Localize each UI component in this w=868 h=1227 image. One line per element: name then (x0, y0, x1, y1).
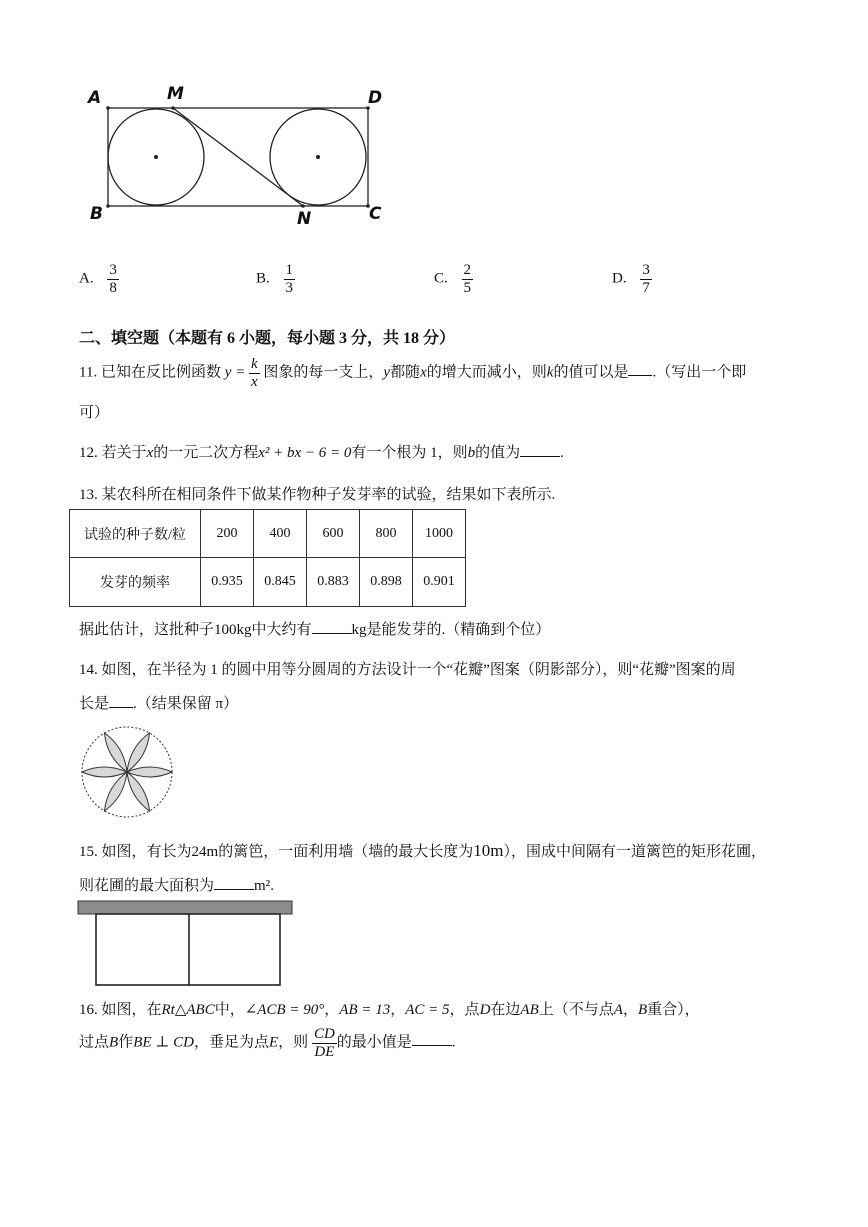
q13-after-unit: kg (351, 622, 367, 638)
germination-table (69, 509, 466, 607)
q16-mid3: 在边 (490, 1002, 521, 1018)
table-cell: 0.935 (201, 558, 254, 607)
q16-ac: AC = 5 (405, 1002, 450, 1018)
answer-blank[interactable] (214, 875, 254, 890)
table-cell: 0.901 (413, 558, 466, 607)
question-16 (79, 998, 700, 1019)
q14-line2-suffix: .（结果保留 π） (133, 696, 239, 712)
q16-e: E (269, 1034, 279, 1051)
q16-d: D (479, 1002, 491, 1018)
q15-wall-length: 10m (473, 841, 504, 860)
table-row-label: 试验的种子数/粒 (70, 510, 201, 558)
garden-figure (77, 899, 297, 989)
q11-func-denominator: x (250, 373, 258, 390)
option-letter: D. (612, 270, 627, 287)
section-heading: 二、填空题（本题有 6 小题，每小题 3 分，共 18 分） (79, 330, 456, 347)
q16-tail: . (451, 1034, 456, 1051)
q16-perp: BE ⊥ CD (133, 1034, 194, 1051)
q13-after-suffix: 是能发芽的.（精确到个位） (366, 622, 551, 638)
q13-after-amount: 100kg (214, 622, 252, 638)
option-b[interactable] (256, 262, 295, 296)
q16-triangle: Rt△ABC (161, 1002, 215, 1018)
q13-after-prefix: 据此估计，这批种子 (79, 622, 215, 638)
table-cell: 0.898 (360, 558, 413, 607)
rectangle-circles-figure (85, 82, 395, 232)
option-c[interactable] (434, 262, 473, 296)
q16-sep1: ， (324, 1002, 340, 1018)
q16-line2-mid: 作 (118, 1034, 134, 1051)
q15-suffix: ），围成中间隔有一道篱笆的矩形花圃， (503, 844, 766, 860)
q15-prefix: 15. 如图，有长为 (79, 844, 192, 860)
question-15-line2 (79, 874, 274, 895)
q15-mid: 的篱笆，一面利用墙（墙的最大长度为 (218, 844, 474, 860)
option-letter: C. (434, 270, 448, 287)
q11-k-var: k (546, 364, 554, 381)
option-d[interactable] (612, 262, 652, 296)
question-11 (79, 356, 746, 390)
q14-line2-prefix: 长是 (79, 696, 110, 712)
question-14-line2 (79, 692, 238, 713)
q16-frac-numerator: CD (313, 1026, 335, 1042)
label-B: B (90, 204, 103, 224)
q12-b-var: b (467, 445, 476, 461)
option-denominator: 3 (285, 279, 294, 296)
option-denominator: 7 (642, 279, 650, 296)
option-letter: B. (256, 270, 270, 287)
option-a[interactable] (79, 262, 119, 296)
q15-length: 24m (191, 844, 219, 860)
label-A: A (88, 88, 102, 108)
table-cell: 1000 (413, 510, 466, 558)
q16-ab2: AB (520, 1002, 539, 1018)
option-numerator: 3 (109, 262, 117, 278)
q16-angle: ∠ACB = 90° (244, 1002, 325, 1018)
q12-x-var: x (146, 445, 154, 461)
question-11-line2: 可） (79, 405, 110, 421)
answer-blank[interactable] (520, 442, 560, 457)
answer-blank[interactable] (412, 1031, 452, 1046)
label-C: C (369, 204, 382, 224)
q16-suffix: 重合）， (647, 1002, 700, 1018)
q11-suffix: 的值可以是 (553, 364, 629, 381)
q13-after-mid: 中大约有 (251, 622, 312, 638)
q16-b: B (637, 1002, 648, 1018)
answer-blank[interactable] (109, 693, 133, 708)
option-numerator: 2 (463, 262, 472, 278)
q11-y-var: y (383, 364, 391, 381)
q12-mid: 的一元二次方程 (153, 445, 259, 461)
q16-mid2: ，点 (449, 1002, 480, 1018)
q16-a: A (613, 1002, 623, 1018)
petal-figure (77, 726, 179, 820)
q16-line2-mid2: ，垂足为点 (193, 1034, 269, 1051)
question-12 (79, 441, 564, 462)
q15-line2-suffix: . (270, 878, 274, 894)
table-cell: 800 (360, 510, 413, 558)
q15-line2-prefix: 则花圃的最大面积为 (79, 878, 215, 894)
q16-line2-suffix: 的最小值是 (336, 1034, 412, 1051)
q16-line2-prefix: 过点 (79, 1034, 110, 1051)
option-letter: A. (79, 270, 94, 287)
q15-line2-unit: m² (254, 878, 271, 894)
table-row-label: 发芽的频率 (70, 558, 201, 607)
table-row (70, 558, 466, 607)
q12-tail: . (560, 445, 564, 461)
table-row (70, 510, 466, 558)
q11-mid: 图象的每一支上， (263, 364, 384, 381)
option-numerator: 1 (285, 262, 294, 278)
question-16-line2 (79, 1026, 456, 1060)
label-D: D (368, 88, 383, 108)
table-cell: 600 (307, 510, 360, 558)
question-15 (79, 840, 766, 861)
q12-prefix: 12. 若关于 (79, 445, 147, 461)
table-cell: 0.883 (307, 558, 360, 607)
q16-sep3: ， (622, 1002, 638, 1018)
table-cell: 400 (254, 510, 307, 558)
q11-prefix: 11. 已知在反比例函数 (79, 364, 221, 381)
q11-x-var: x (420, 364, 427, 381)
q11-tail: .（写出一个即 (652, 364, 747, 381)
label-M: M (167, 84, 184, 104)
option-numerator: 3 (642, 262, 650, 278)
q11-mid2: 都随 (390, 364, 421, 381)
q12-suffix: 的值为 (475, 445, 521, 461)
question-14: 14. 如图，在半径为 1 的圆中用等分圆周的方法设计一个“花瓣”图案（阴影部分），则“花瓣”图案的周 (79, 662, 736, 678)
q16-line2-mid3: ，则 (278, 1034, 309, 1051)
q16-frac-denominator: DE (314, 1043, 335, 1060)
q11-mid3: 的增大而减小，则 (426, 364, 547, 381)
answer-blank[interactable] (628, 361, 652, 376)
q16-prefix: 16. 如图，在 (79, 1002, 162, 1018)
q16-line2-b: B (109, 1034, 119, 1051)
q11-func-y: y = (224, 364, 246, 381)
q12-mid2: 有一个根为 1，则 (351, 445, 468, 461)
answer-blank[interactable] (312, 619, 352, 634)
q12-equation: x² + bx − 6 = 0 (258, 445, 352, 461)
question-13-estimate (79, 618, 550, 639)
label-N: N (297, 209, 312, 229)
q16-mid1: 中， (214, 1002, 245, 1018)
option-denominator: 8 (109, 279, 117, 296)
q11-func-numerator: k (250, 356, 258, 372)
q16-sep2: ， (390, 1002, 406, 1018)
q16-mid4: 上（不与点 (538, 1002, 614, 1018)
table-cell: 200 (201, 510, 254, 558)
option-denominator: 5 (463, 279, 472, 296)
q16-ab: AB = 13 (339, 1002, 391, 1018)
question-13: 13. 某农科所在相同条件下做某作物种子发芽率的试验，结果如下表所示. (79, 487, 556, 503)
table-cell: 0.845 (254, 558, 307, 607)
